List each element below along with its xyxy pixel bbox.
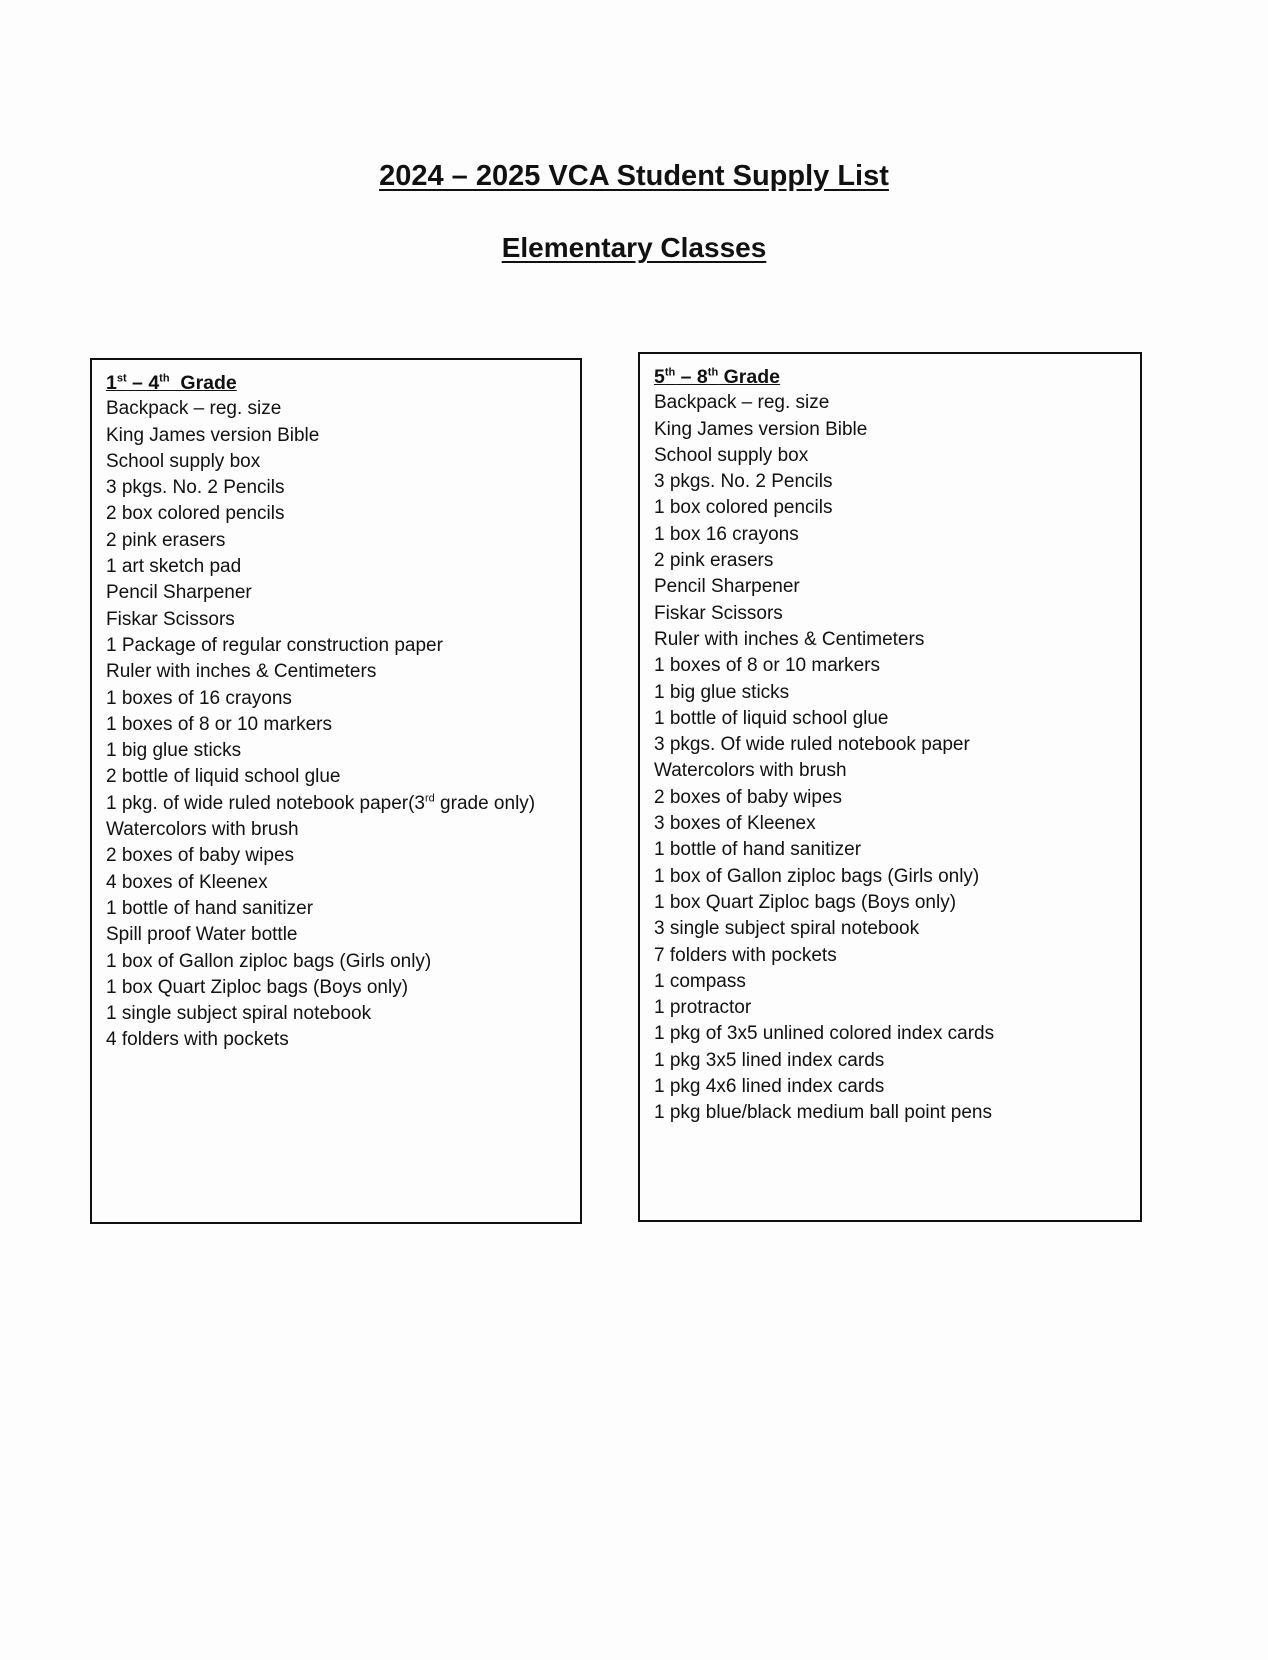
list-item-text: 1 bottle of liquid school glue bbox=[654, 707, 889, 729]
list-item-text: 1 bottle of hand sanitizer bbox=[654, 839, 862, 861]
list-item-text: 1 boxes of 8 or 10 markers bbox=[106, 713, 332, 735]
page-subtitle: Elementary Classes bbox=[501, 232, 767, 263]
list-item-text: 3 pkgs. No. 2 Pencils bbox=[106, 477, 285, 499]
supply-list bbox=[654, 390, 1126, 1126]
list-item bbox=[654, 732, 1126, 758]
list-item bbox=[654, 469, 1126, 495]
list-item-text: 1 pkg 3x5 lined index cards bbox=[654, 1049, 885, 1071]
list-item bbox=[654, 995, 1126, 1021]
grades-1-4-list-box bbox=[90, 358, 582, 1224]
list-heading bbox=[106, 370, 566, 396]
list-item bbox=[654, 916, 1126, 942]
page-title: 2024 – 2025 VCA Student Supply List bbox=[379, 160, 889, 192]
list-item bbox=[654, 706, 1126, 732]
list-item bbox=[106, 975, 566, 1001]
list-item bbox=[654, 890, 1126, 916]
list-item bbox=[654, 548, 1126, 574]
list-item bbox=[654, 522, 1126, 548]
list-item-text: 1 Package of regular construction paper bbox=[106, 634, 443, 656]
list-item bbox=[654, 811, 1126, 837]
list-item-text: 3 pkgs. Of wide ruled notebook paper bbox=[654, 734, 970, 756]
heading-part: – 4 bbox=[126, 372, 160, 394]
heading-part: 1 bbox=[106, 372, 117, 394]
list-item bbox=[654, 574, 1126, 600]
list-item-text: 1 boxes of 16 crayons bbox=[106, 687, 292, 709]
list-item-text: Spill proof Water bottle bbox=[106, 924, 298, 946]
list-item bbox=[654, 969, 1126, 995]
list-item bbox=[654, 1048, 1126, 1074]
list-item-text: 2 pink erasers bbox=[106, 529, 226, 551]
list-item-text: 4 boxes of Kleenex bbox=[106, 871, 268, 893]
list-item bbox=[654, 1021, 1126, 1047]
list-item bbox=[106, 475, 566, 501]
list-item-text: 1 pkg of 3x5 unlined colored index cards bbox=[654, 1023, 995, 1045]
heading-sup: th bbox=[159, 372, 170, 385]
list-item-text: Watercolors with brush bbox=[654, 760, 847, 782]
list-item bbox=[654, 864, 1126, 890]
list-item-text: 4 folders with pockets bbox=[106, 1029, 289, 1051]
list-item bbox=[106, 712, 566, 738]
list-item bbox=[106, 843, 566, 869]
heading-part: Grade bbox=[169, 372, 237, 394]
list-item bbox=[654, 943, 1126, 969]
list-item bbox=[106, 396, 566, 422]
list-item-text: 2 boxes of baby wipes bbox=[654, 786, 843, 808]
list-item-text: 3 pkgs. No. 2 Pencils bbox=[654, 471, 833, 493]
list-item bbox=[654, 653, 1126, 679]
list-item bbox=[106, 1027, 566, 1053]
list-item-text: 3 single subject spiral notebook bbox=[654, 918, 920, 940]
list-item-text: 3 boxes of Kleenex bbox=[654, 813, 816, 835]
list-item bbox=[654, 758, 1126, 784]
supply-list bbox=[106, 396, 566, 1053]
list-item bbox=[106, 554, 566, 580]
list-item-text: 1 box Quart Ziploc bags (Boys only) bbox=[106, 976, 409, 998]
heading-sup: th bbox=[707, 366, 719, 379]
list-item-text: 1 pkg 4x6 lined index cards bbox=[654, 1076, 885, 1098]
list-item-text: 1 bottle of hand sanitizer bbox=[106, 897, 314, 919]
list-item bbox=[106, 633, 566, 659]
list-item-text: Backpack – reg. size bbox=[654, 392, 830, 414]
list-item bbox=[106, 922, 566, 948]
list-item-text: Watercolors with brush bbox=[106, 819, 299, 841]
list-item bbox=[654, 495, 1126, 521]
list-item-text: Ruler with inches & Centimeters bbox=[106, 661, 377, 683]
list-item bbox=[654, 1100, 1126, 1126]
list-item-text: School supply box bbox=[654, 444, 809, 466]
heading-part: 5 bbox=[654, 366, 665, 388]
list-item-text: 2 pink erasers bbox=[654, 550, 774, 572]
list-item bbox=[106, 817, 566, 843]
list-item bbox=[106, 791, 566, 817]
list-item bbox=[654, 601, 1126, 627]
heading-part: – 8 bbox=[675, 366, 708, 388]
list-item-text: Fiskar Scissors bbox=[654, 602, 783, 624]
list-item bbox=[654, 417, 1126, 443]
list-item bbox=[106, 449, 566, 475]
heading-sup: st bbox=[116, 372, 127, 385]
list-item bbox=[654, 785, 1126, 811]
list-item bbox=[654, 390, 1126, 416]
list-item bbox=[106, 423, 566, 449]
list-item bbox=[654, 837, 1126, 863]
list-item-text: 2 bottle of liquid school glue bbox=[106, 766, 341, 788]
list-item bbox=[654, 627, 1126, 653]
list-item-text: 1 box 16 crayons bbox=[654, 523, 799, 545]
list-item bbox=[106, 686, 566, 712]
list-item-text: 1 pkg blue/black medium ball point pens bbox=[654, 1102, 992, 1124]
list-item bbox=[106, 607, 566, 633]
list-item-text: Pencil Sharpener bbox=[106, 582, 252, 604]
list-item-text: 2 boxes of baby wipes bbox=[106, 845, 295, 867]
list-item bbox=[106, 659, 566, 685]
list-item bbox=[106, 1001, 566, 1027]
list-item bbox=[106, 949, 566, 975]
list-item-text: 1 protractor bbox=[654, 997, 752, 1019]
list-item bbox=[106, 580, 566, 606]
heading-sup: th bbox=[664, 366, 676, 379]
list-item-text: Pencil Sharpener bbox=[654, 576, 800, 598]
list-item-text: Fiskar Scissors bbox=[106, 608, 235, 630]
list-item-text: 1 big glue sticks bbox=[654, 681, 790, 703]
list-item-text: 1 box colored pencils bbox=[654, 497, 833, 519]
list-item-text: 1 pkg. of wide ruled notebook paper(3 bbox=[106, 792, 425, 814]
list-item bbox=[654, 443, 1126, 469]
list-item-text: 1 box of Gallon ziploc bags (Girls only) bbox=[106, 950, 432, 972]
list-item-text: School supply box bbox=[106, 450, 261, 472]
list-item-text: Ruler with inches & Centimeters bbox=[654, 628, 925, 650]
list-item-text: King James version Bible bbox=[654, 418, 868, 440]
list-item-text: 1 boxes of 8 or 10 markers bbox=[654, 655, 880, 677]
grades-5-8-list-box bbox=[638, 352, 1142, 1222]
list-heading bbox=[654, 364, 1126, 390]
list-item bbox=[654, 680, 1126, 706]
list-item-text: 1 box Quart Ziploc bags (Boys only) bbox=[654, 891, 957, 913]
list-item-text: grade only) bbox=[434, 792, 536, 814]
list-item-text: 1 box of Gallon ziploc bags (Girls only) bbox=[654, 865, 980, 887]
list-item bbox=[106, 501, 566, 527]
list-item bbox=[106, 738, 566, 764]
list-item bbox=[106, 764, 566, 790]
list-item-text: 1 compass bbox=[654, 970, 746, 992]
list-item bbox=[654, 1074, 1126, 1100]
list-item bbox=[106, 896, 566, 922]
list-item-text: 1 art sketch pad bbox=[106, 556, 242, 578]
list-item-text: Backpack – reg. size bbox=[106, 398, 282, 420]
list-item bbox=[106, 870, 566, 896]
list-item-text: 1 single subject spiral notebook bbox=[106, 1003, 372, 1025]
heading-part: Grade bbox=[718, 366, 780, 388]
list-item-text: 7 folders with pockets bbox=[654, 944, 837, 966]
list-item bbox=[106, 528, 566, 554]
list-item-text: King James version Bible bbox=[106, 424, 320, 446]
list-item-text: 2 box colored pencils bbox=[106, 503, 285, 525]
list-item-sup: rd bbox=[425, 792, 435, 805]
list-item-text: 1 big glue sticks bbox=[106, 740, 242, 762]
